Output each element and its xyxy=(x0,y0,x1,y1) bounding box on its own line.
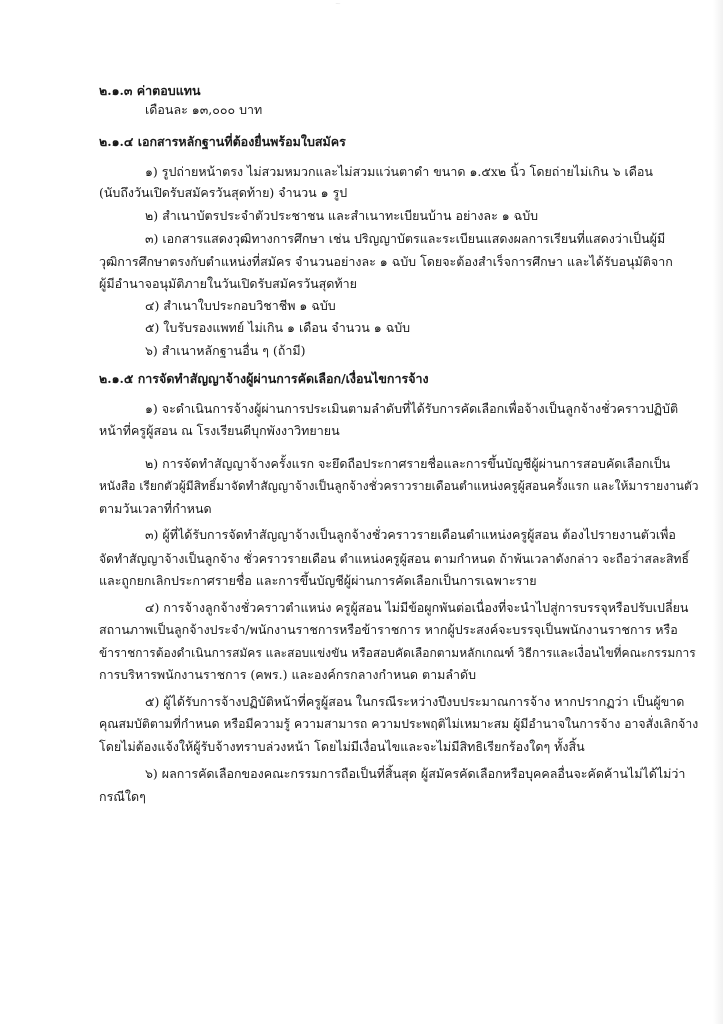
condition-line: หน้าที่ครูผู้สอน ณ โรงเรียนดีบุกพังงาวิทยายน xyxy=(99,423,340,438)
condition-line: ข้าราชการต้องดำเนินการสมัคร และสอบแข่งขัน หรือสอบคัดเลือกตามหลักเกณฑ์ วิธีการและเงื่อนไขที่คณะกรรมการ xyxy=(99,646,696,660)
condition-line: หนังสือ เรียกตัวผู้มีสิทธิ์มาจัดทำสัญญาจ้างเป็นลูกจ้างชั่วคราวรายเดือนตำแหน่งครูผู้สอนครั้งแรก และให้มารายงานตัว xyxy=(99,479,699,493)
condition-line: ๒) การจัดทำสัญญาจ้างครั้งแรก จะยึดถือประกาศรายชื่อและการขึ้นบัญชีผู้ผ่านการสอบคัดเลือกเป็น xyxy=(145,456,671,471)
section-heading-2-1-3: ๒.๑.๓ ค่าตอบแทน xyxy=(99,83,201,98)
condition-line: ตามวันเวลาที่กำหนด xyxy=(99,501,212,516)
doc-line: ๖) สำเนาหลักฐานอื่น ๆ (ถ้ามี) xyxy=(145,343,306,358)
condition-line: สถานภาพเป็นลูกจ้างประจำ/พนักงานราชการหรือข้าราชการ หากผู้ประสงค์จะบรรจุเป็นพนักงานราชการ หรือ xyxy=(99,622,678,637)
condition-line: ๔) การจ้างลูกจ้างชั่วคราวตำแหน่ง ครูผู้สอน ไม่มีข้อผูกพันต่อเนื่องที่จะนำไปสู่การบรรจุหรือปรับเปลี่ยน xyxy=(145,600,689,615)
doc-line: ๓) เอกสารแสดงวุฒิทางการศึกษา เช่น ปริญญาบัตรและระเบียนแสดงผลการเรียนที่แสดงว่าเป็นผู้มี xyxy=(145,231,666,246)
condition-line: ๖) ผลการคัดเลือกของคณะกรรมการถือเป็นที่สิ้นสุด ผู้สมัครคัดเลือกหรือบุคคลอื่นจะคัดค้านไม่ได้ไม่ว่า xyxy=(145,766,686,781)
doc-line: ๒) สำเนาบัตรประจำตัวประชาชน และสำเนาทะเบียนบ้าน อย่างละ ๑ ฉบับ xyxy=(145,208,539,223)
doc-line: ๔) สำเนาใบประกอบวิชาชีพ ๑ ฉบับ xyxy=(145,298,336,313)
doc-line: (นับถึงวันเปิดรับสมัครวันสุดท้าย) จำนวน ๑ รูป xyxy=(99,185,348,200)
condition-line: การบริหารพนักงานราชการ (คพร.) และองค์กรกลางกำหนด ตามลำดับ xyxy=(99,667,477,682)
condition-line: คุณสมบัติตามที่กำหนด หรือมีความรู้ ความสามารถ ความประพฤติไม่เหมาะสม ผู้มีอำนาจในการจ้าง อาจสั่งเลิกจ้าง xyxy=(99,717,699,731)
condition-line: ๓) ผู้ที่ได้รับการจัดทำสัญญาจ้างเป็นลูกจ้างชั่วคราวรายเดือนตำแหน่งครูผู้สอน ต้องไปรายงานตัวเพื่อ xyxy=(145,527,676,542)
condition-line: ๑) จะดำเนินการจ้างผู้ผ่านการประเมินตามลำดับที่ได้รับการคัดเลือกเพื่อจ้างเป็นลูกจ้างชั่วคราวปฏิบัติ xyxy=(145,401,679,416)
section-heading-2-1-4: ๒.๑.๔ เอกสารหลักฐานที่ต้องยื่นพร้อมใบสมัคร xyxy=(99,134,346,149)
doc-line: ๕) ใบรับรองแพทย์ ไม่เกิน ๑ เดือน จำนวน ๑ ฉบับ xyxy=(145,320,411,335)
condition-line: และถูกยกเลิกประกาศรายชื่อ และการขึ้นบัญชีผู้ผ่านการคัดเลือกเป็นการเฉพาะราย xyxy=(99,573,537,588)
salary-amount: เดือนละ ๑๓,๐๐๐ บาท xyxy=(145,102,263,117)
doc-line: ๑) รูปถ่ายหน้าตรง ไม่สวมหมวกและไม่สวมแว่นตาดำ ขนาด ๑.๕x๒ นิ้ว โดยถ่ายไม่เกิน ๖ เดือน xyxy=(145,164,653,179)
condition-line: กรณีใดๆ xyxy=(99,789,146,804)
condition-line: จัดทำสัญญาจ้างเป็นลูกจ้าง ชั่วคราวรายเดือน ตำแหน่งครูผู้สอน ตามกำหนด ถ้าพ้นเวลาดังกล่าว จะถือว่าสละสิทธิ์ xyxy=(99,552,689,566)
condition-line: ๕) ผู้ได้รับการจ้างปฏิบัติหน้าที่ครูผู้สอน ในกรณีระหว่างปีงบประมาณการจ้าง หากปรากฏว่า เป็นผู้ขาด xyxy=(145,694,685,709)
condition-line: โดยไม่ต้องแจ้งให้ผู้รับจ้างทราบล่วงหน้า โดยไม่มีเงื่อนไขและจะไม่มีสิทธิเรียกร้องใดๆ ทั้งสิ้น xyxy=(99,739,585,754)
doc-line: วุฒิการศึกษาตรงกับตำแหน่งที่สมัคร จำนวนอย่างละ ๑ ฉบับ โดยจะต้องสำเร็จการศึกษา และได้รับอนุมัติจาก xyxy=(99,254,673,269)
doc-line: ผู้มีอำนาจอนุมัติภายในวันเปิดรับสมัครวันสุดท้าย xyxy=(99,276,357,291)
scan-mark: ~ xyxy=(335,0,341,8)
section-heading-2-1-5: ๒.๑.๕ การจัดทำสัญญาจ้างผู้ผ่านการคัดเลือก/เงื่อนไขการจ้าง xyxy=(99,371,429,386)
scan-edge-shadow xyxy=(713,0,723,1024)
